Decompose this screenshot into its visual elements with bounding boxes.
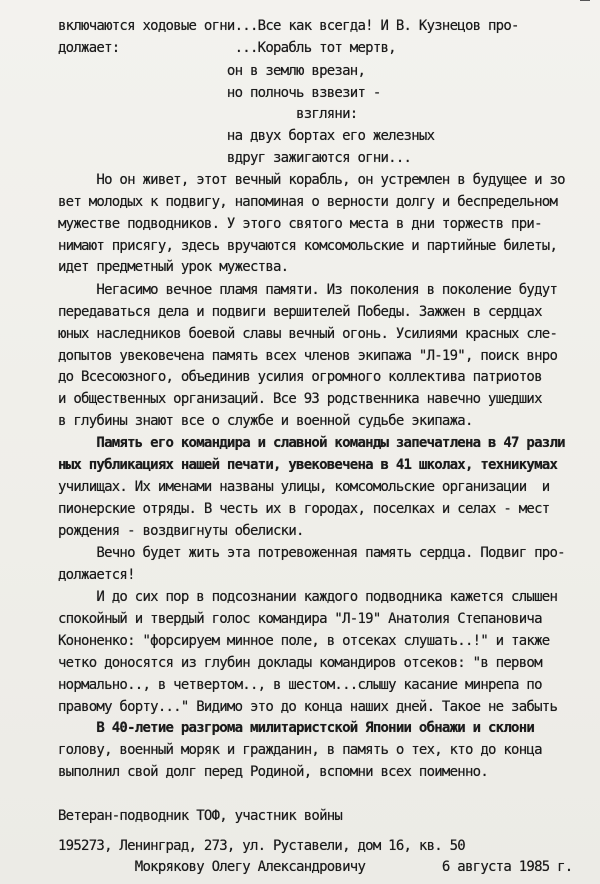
paragraph-line: нимают присягу, здесь вручаются комсомольские и партийные билеты, bbox=[58, 238, 558, 254]
recipient-date-line: Мокрякову Олегу Александровичу 6 августа 1985 г. bbox=[58, 859, 573, 875]
paragraph-line: допытов увековечена память всех членов экипажа "Л-19", поиск внро bbox=[58, 348, 558, 364]
signature-line: Ветеран-подводник ТОФ, участник войны bbox=[58, 808, 343, 824]
address-line: 195273, Ленинград, 273, ул. Руставели, дом 16, кв. 50 bbox=[58, 838, 465, 854]
page-corner-mark bbox=[580, 0, 590, 7]
poem-line: на двух бортах его железных bbox=[58, 128, 435, 144]
poem-line: вдруг зажигаются огни... bbox=[58, 150, 412, 166]
paragraph-line: спокойный и твердый голос командира "Л-19" Анатолия Степановича bbox=[58, 611, 542, 627]
poem-line: он в землю врезан, bbox=[58, 63, 366, 79]
paragraph-line: Кононенко: "форсируем минное поле, в отсеках слушать..!" и также bbox=[58, 633, 550, 649]
poem-line: взгляни: bbox=[58, 106, 358, 122]
paragraph-line: Негасимо вечное пламя памяти. Из поколения в поколение будут bbox=[58, 282, 558, 298]
text-line: должает: ...Корабль тот мертв, bbox=[58, 40, 396, 56]
paragraph-line: передаваться дела и подвиги вершителей Победы. Зажжен в сердцах bbox=[58, 304, 542, 320]
poem-line: но полночь взвезит - bbox=[58, 85, 381, 101]
paragraph-line: мужестве подводников. У этого святого места в дни торжеств при- bbox=[58, 216, 542, 232]
paragraph-line: идет предметный урок мужества. bbox=[58, 259, 289, 275]
paragraph-line: должается! bbox=[58, 567, 135, 583]
paragraph-line: Вечно будет жить эта потревоженная память сердца. Подвиг про- bbox=[58, 545, 565, 561]
paragraph-line: нормально.., в четвертом.., в шестом...слышу касание минрепа по bbox=[58, 677, 542, 693]
paragraph-line: четко доносятся из глубин доклады командиров отсеков: "в первом bbox=[58, 655, 542, 671]
paragraph-line: юных наследников боевой славы вечный огонь. Усилиями красных сле- bbox=[58, 326, 558, 342]
paragraph-line: Память его командира и славной команды запечатлена в 47 разли bbox=[58, 435, 565, 451]
paragraph-line: и общественных организаций. Все 93 родственника навечно ушедших bbox=[58, 391, 542, 407]
paragraph-line: Но он живет, этот вечный корабль, он устремлен в будущее и зо bbox=[58, 172, 565, 188]
paragraph-line: ных публикациях нашей печати, увековечена в 41 школах, техникумах bbox=[58, 457, 558, 473]
paragraph-line: училищах. Их именами названы улицы, комсомольские организации и bbox=[58, 479, 550, 495]
paragraph-line: правому борту..." Видимо это до конца наших дней. Такое не забыть bbox=[58, 699, 558, 715]
paragraph-line: в глубины знают все о службе и военной судьбе экипажа. bbox=[58, 413, 473, 429]
paragraph-line: пионерские отряды. В честь их в городах, поселках и селах - мест bbox=[58, 501, 550, 517]
paragraph-line: вет молодых к подвигу, напоминая о верности долгу и беспредельном bbox=[58, 194, 558, 210]
paragraph-line: голову, военный моряк и гражданин, в память о тех, кто до конца bbox=[58, 742, 542, 758]
paragraph-line: И до сих пор в подсознании каждого подводника кажется слышен bbox=[58, 589, 558, 605]
paragraph-line: рождения - воздвигнуты обелиски. bbox=[58, 523, 304, 539]
paragraph-line: до Всесоюзного, объединив усилия огромного коллектива патриотов bbox=[58, 369, 542, 385]
paragraph-line: В 40-летие разгрома милитаристской Японии обнажи и склони bbox=[58, 720, 535, 736]
text-line: включаются ходовые огни...Все как всегда! И В. Кузнецов про- bbox=[58, 18, 519, 34]
paragraph-line: выполнил свой долг перед Родиной, вспомни всех поименно. bbox=[58, 764, 489, 780]
